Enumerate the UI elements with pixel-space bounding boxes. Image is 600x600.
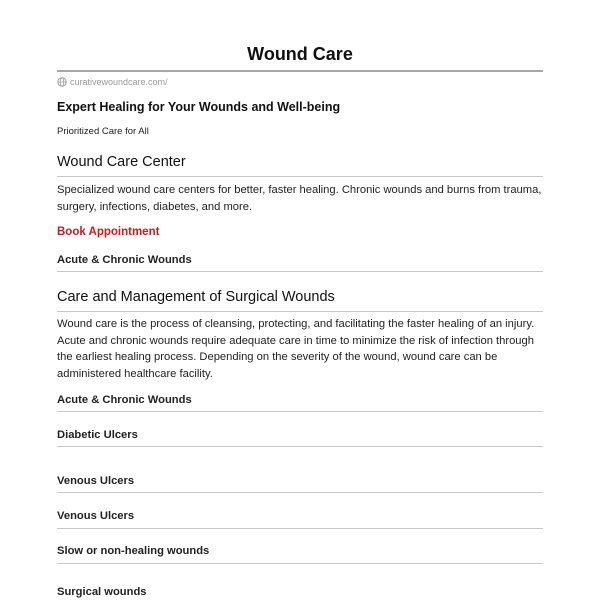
page-tagline: Prioritized Care for All bbox=[57, 126, 149, 137]
book-appointment-link[interactable]: Book Appointment bbox=[57, 226, 160, 238]
section-paragraph: Specialized wound care centers for better, faster healing. Chronic wounds and burns from trauma, surgery, infections, diabetes, and more. bbox=[57, 184, 542, 213]
item-divider bbox=[57, 446, 543, 447]
list-item: Diabetic Ulcers bbox=[57, 429, 138, 441]
list-item: Slow or non-healing wounds bbox=[57, 545, 210, 557]
section-divider bbox=[57, 311, 543, 312]
section-heading-surgical-wounds: Care and Management of Surgical Wounds bbox=[57, 289, 335, 305]
item-divider bbox=[57, 271, 543, 272]
globe-icon bbox=[57, 77, 67, 87]
section-paragraph: Wound care is the process of cleansing, protecting, and facilitating the faster healing of an injury. Acute and chronic wounds require adequate care in time to minimize the risk of infection through the earliest healing process. Depending on the severity of the wound, wound care can be administered healthcare facility. bbox=[57, 318, 535, 380]
page-subtitle: Expert Healing for Your Wounds and Well-being bbox=[57, 100, 341, 114]
source-url: curativewoundcare.com/ bbox=[70, 77, 168, 87]
list-item: Venous Ulcers bbox=[57, 510, 135, 522]
item-divider bbox=[57, 411, 543, 412]
list-item: Acute & Chronic Wounds bbox=[57, 254, 192, 266]
section-heading-wound-care-center: Wound Care Center bbox=[57, 154, 186, 170]
item-divider bbox=[57, 528, 543, 529]
page-title: Wound Care bbox=[247, 44, 353, 64]
list-item: Surgical wounds bbox=[57, 586, 147, 598]
list-item: Acute & Chronic Wounds bbox=[57, 394, 192, 406]
list-item: Venous Ulcers bbox=[57, 475, 135, 487]
title-divider bbox=[57, 70, 543, 72]
section-divider bbox=[57, 176, 543, 177]
source-link[interactable] bbox=[57, 76, 168, 88]
item-divider bbox=[57, 563, 543, 564]
item-divider bbox=[57, 492, 543, 493]
